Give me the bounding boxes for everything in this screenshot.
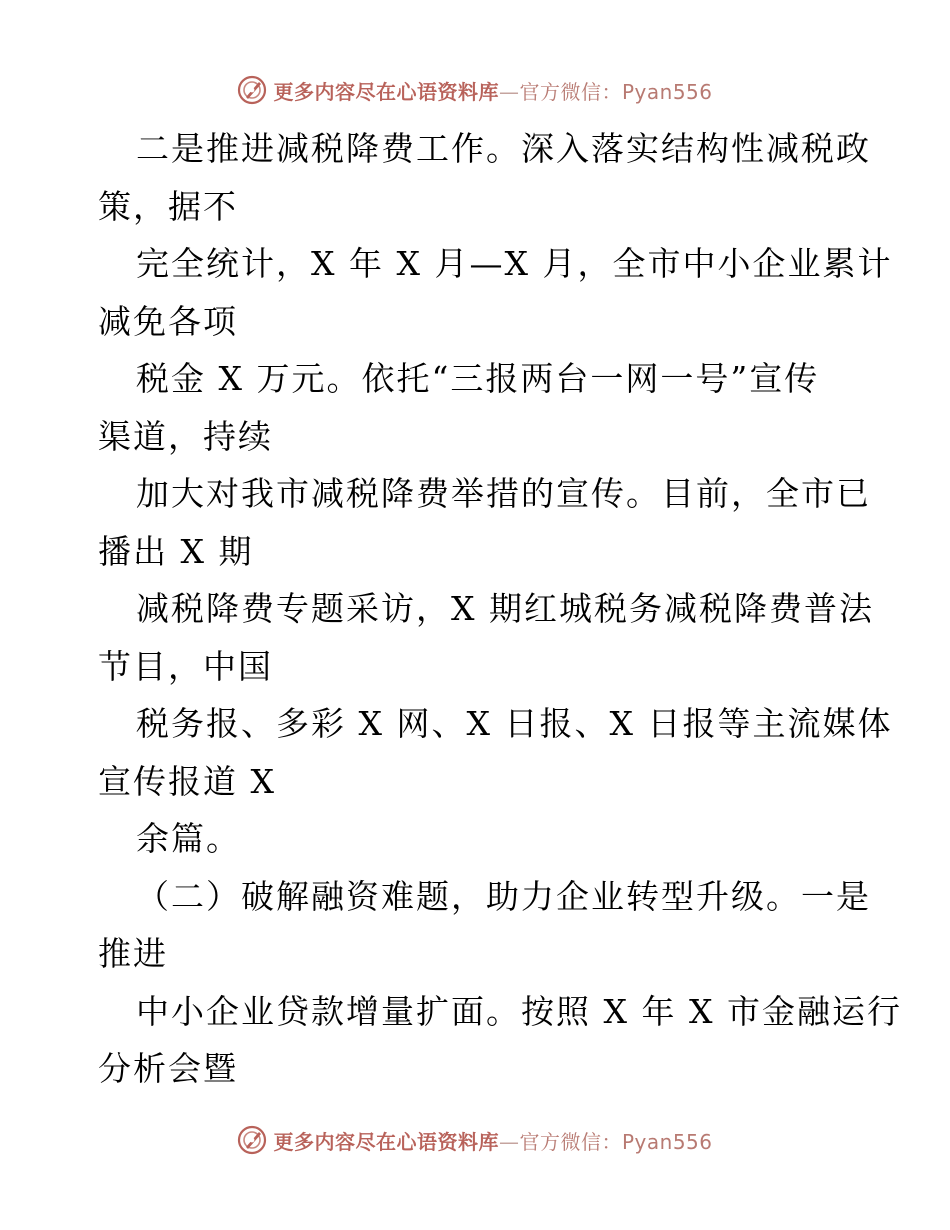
body-line-6: 渠道，持续 bbox=[98, 416, 273, 456]
logo-icon bbox=[237, 1125, 267, 1155]
body-line-15: 推进 bbox=[98, 934, 168, 973]
body-line-4: 减免各项 bbox=[98, 301, 238, 341]
footer-wechat-id: Pyan556 bbox=[621, 1129, 713, 1154]
body-line-2: 策，据不 bbox=[98, 186, 238, 226]
document-body bbox=[98, 120, 902, 1098]
body-line-17: 分析会暨 bbox=[98, 1049, 238, 1088]
body-line-7: 加大对我市减税降费举措的宣传。目前，全市已 bbox=[136, 474, 871, 513]
body-line-14: （二）破解融资难题，助力企业转型升级。一是 bbox=[136, 876, 871, 916]
footer-separator: — bbox=[498, 1129, 520, 1154]
header-wechat-id: Pyan556 bbox=[621, 79, 713, 104]
body-line-13: 余篇。 bbox=[136, 819, 241, 858]
header-separator: — bbox=[498, 79, 520, 104]
footer-wechat-label: 官方微信： bbox=[519, 1129, 622, 1154]
header-watermark bbox=[0, 70, 950, 110]
body-line-10: 节目，中国 bbox=[98, 646, 273, 686]
header-brand: 更多内容尽在心语资料库 bbox=[273, 79, 499, 104]
body-line-16: 中小企业贷款增量扩面。按照 X 年 X 市金融运行 bbox=[136, 991, 902, 1031]
body-line-9: 减税降费专题采访，X 期红城税务减税降费普法 bbox=[136, 589, 874, 628]
body-line-8: 播出 X 期 bbox=[98, 531, 254, 571]
footer-brand: 更多内容尽在心语资料库 bbox=[273, 1129, 499, 1154]
body-line-12: 宣传报道 X bbox=[98, 761, 276, 801]
footer-watermark bbox=[0, 1120, 950, 1160]
logo-icon bbox=[237, 75, 267, 105]
body-line-11: 税务报、多彩 X 网、X 日报、X 日报等主流媒体 bbox=[136, 704, 893, 743]
header-wechat-label: 官方微信： bbox=[519, 79, 622, 104]
body-line-5: 税金 X 万元。依托“三报两台一网一号”宣传 bbox=[136, 359, 820, 398]
body-line-1: 二是推进减税降费工作。深入落实结构性减税政 bbox=[136, 129, 871, 168]
body-line-3: 完全统计，X 年 X 月—X 月，全市中小企业累计 bbox=[136, 244, 893, 283]
